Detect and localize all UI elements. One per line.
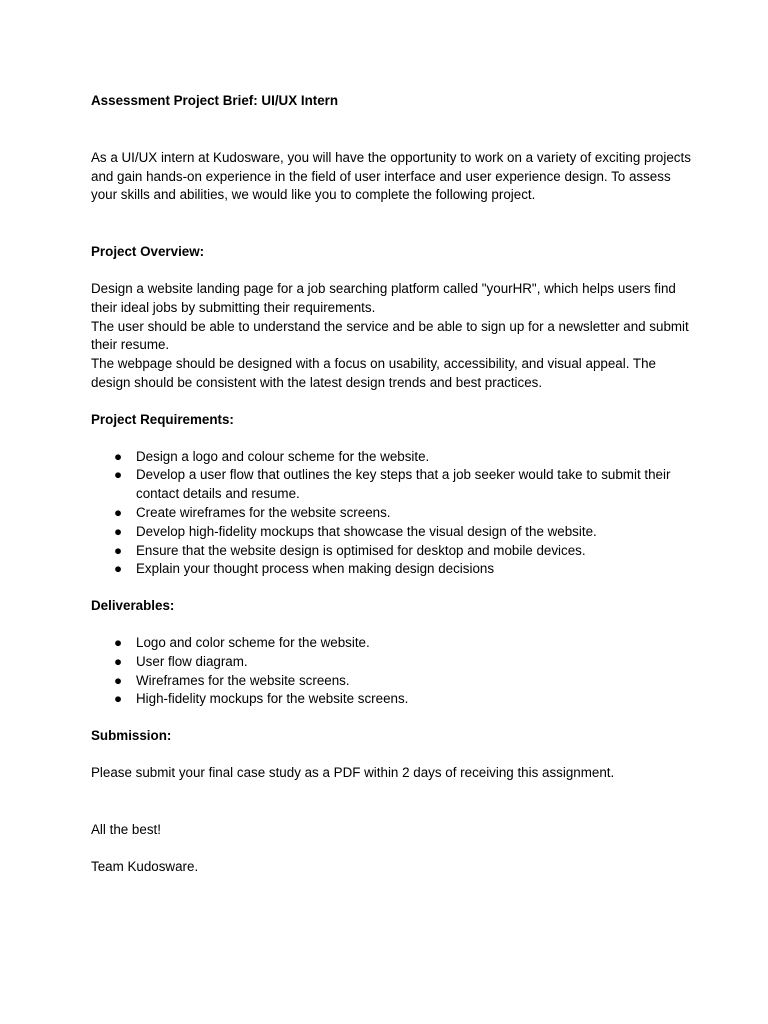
list-item-text: Design a logo and colour scheme for the website. (136, 448, 430, 464)
deliverables-list (91, 634, 691, 709)
list-item (91, 466, 691, 504)
list-item (91, 672, 691, 691)
bullet-icon: ● (114, 561, 123, 577)
overview-heading: Project Overview: (91, 244, 205, 260)
list-item (91, 542, 691, 561)
overview-paragraph-2: The user should be able to understand the service and be able to sign up for a newsletter and submit their resume. (91, 318, 689, 353)
list-item (91, 523, 691, 542)
document-title: Assessment Project Brief: UI/UX Intern (91, 93, 339, 108)
bullet-icon: ● (114, 691, 123, 707)
requirements-list (91, 448, 691, 580)
list-item (91, 448, 691, 467)
overview-paragraph-1: Design a website landing page for a job searching platform called "yourHR", which helps users find their ideal jobs by submitting their requirements. (91, 280, 676, 315)
list-item-text: High-fidelity mockups for the website screens. (136, 691, 409, 707)
list-item-text: Develop high-fidelity mockups that showcase the visual design of the website. (136, 523, 597, 539)
signature-line: Team Kudosware. (91, 858, 199, 874)
list-item-text: Explain your thought process when making design decisions (136, 561, 495, 577)
document-page (91, 92, 691, 876)
overview-paragraph-3: The webpage should be designed with a focus on usability, accessibility, and visual appeal. The design should be consistent with the latest design trends and best practices. (91, 356, 656, 390)
closing-line: All the best! (91, 821, 161, 837)
bullet-icon: ● (114, 467, 123, 483)
list-item (91, 690, 691, 709)
list-item-text: Logo and color scheme for the website. (136, 634, 370, 650)
deliverables-heading: Deliverables: (91, 598, 175, 614)
bullet-icon: ● (114, 523, 123, 539)
submission-heading: Submission: (91, 728, 172, 744)
list-item-text: Create wireframes for the website screens. (136, 504, 391, 520)
list-item (91, 634, 691, 653)
list-item (91, 504, 691, 523)
bullet-icon: ● (114, 448, 123, 464)
bullet-icon: ● (114, 672, 123, 688)
bullet-icon: ● (114, 542, 123, 558)
requirements-heading: Project Requirements: (91, 411, 234, 427)
list-item (91, 560, 691, 579)
list-item (91, 653, 691, 672)
bullet-icon: ● (114, 634, 123, 650)
submission-paragraph: Please submit your final case study as a PDF within 2 days of receiving this assignment. (91, 764, 615, 780)
list-item-text: Ensure that the website design is optimised for desktop and mobile devices. (136, 542, 586, 558)
overview-section (91, 280, 691, 393)
bullet-icon: ● (114, 504, 123, 520)
list-item-text: User flow diagram. (136, 653, 248, 669)
bullet-icon: ● (114, 653, 123, 669)
list-item-text: Develop a user flow that outlines the key steps that a job seeker would take to submit their contact details and resume. (136, 467, 671, 502)
list-item-text: Wireframes for the website screens. (136, 672, 350, 688)
intro-paragraph: As a UI/UX intern at Kudosware, you will have the opportunity to work on a variety of exciting projects and gain hands-on experience in the field of user interface and user experience design. To assess your skills and abilities, we would like you to complete the following project. (91, 149, 691, 203)
